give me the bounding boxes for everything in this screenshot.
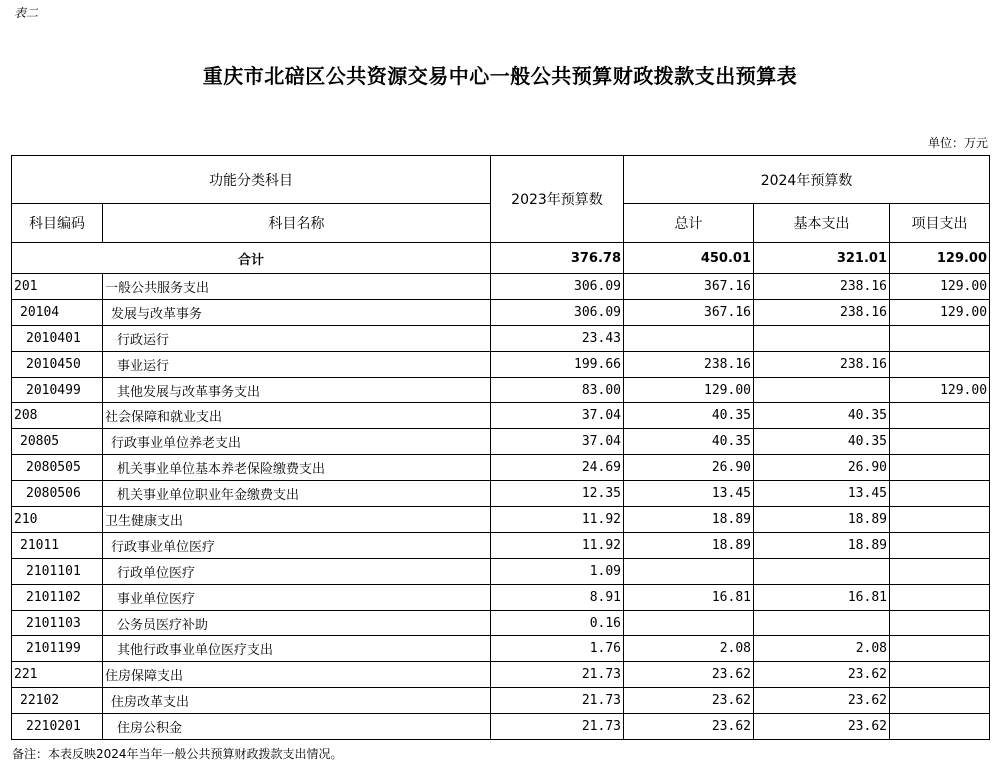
row-name: 住房改革支出 [103,688,491,714]
total-basic: 321.01 [754,243,890,274]
row-basic: 2.08 [754,636,890,662]
table-row [12,325,990,351]
row-basic [754,325,890,351]
table-row [12,351,990,377]
row-basic: 23.62 [754,688,890,714]
table-row [12,558,990,584]
row-total: 367.16 [624,274,754,300]
row-name: 行政单位医疗 [103,558,491,584]
table-body [12,274,990,740]
row-name: 行政事业单位养老支出 [103,429,491,455]
row-basic: 26.90 [754,455,890,481]
total-project: 129.00 [890,243,990,274]
row-code: 2101101 [12,558,103,584]
table-row [12,688,990,714]
total-total: 450.01 [624,243,754,274]
table-row [12,377,990,403]
row-basic: 238.16 [754,351,890,377]
row-code: 2210201 [12,714,103,740]
table-row [12,584,990,610]
row-b2023: 0.16 [491,610,624,636]
row-basic: 40.35 [754,429,890,455]
row-name: 行政运行 [103,325,491,351]
row-code: 2010450 [12,351,103,377]
row-project [890,714,990,740]
row-name: 公务员医疗补助 [103,610,491,636]
row-project: 129.00 [890,377,990,403]
row-project [890,532,990,558]
row-project [890,584,990,610]
total-row [12,243,990,274]
budget-table [11,155,990,740]
row-b2023: 199.66 [491,351,624,377]
row-project: 129.00 [890,274,990,300]
row-project [890,636,990,662]
row-b2023: 12.35 [491,481,624,507]
row-total: 40.35 [624,403,754,429]
row-basic: 40.35 [754,403,890,429]
row-total: 16.81 [624,584,754,610]
row-project [890,481,990,507]
row-code: 210 [12,507,103,533]
row-name: 机关事业单位职业年金缴费支出 [103,481,491,507]
row-code: 2080505 [12,455,103,481]
row-basic: 13.45 [754,481,890,507]
row-name: 事业单位医疗 [103,584,491,610]
row-basic: 238.16 [754,274,890,300]
row-code: 22102 [12,688,103,714]
row-total: 26.90 [624,455,754,481]
table-row [12,481,990,507]
row-project [890,455,990,481]
table-row [12,532,990,558]
header-budget-2023: 2023年预算数 [491,156,624,243]
row-code: 2010499 [12,377,103,403]
row-basic: 23.62 [754,662,890,688]
row-total: 23.62 [624,714,754,740]
row-b2023: 21.73 [491,714,624,740]
total-b2023: 376.78 [491,243,624,274]
row-project: 129.00 [890,299,990,325]
row-project [890,610,990,636]
table-row [12,507,990,533]
table-row [12,610,990,636]
row-total [624,610,754,636]
row-project [890,351,990,377]
row-b2023: 37.04 [491,403,624,429]
row-basic [754,558,890,584]
row-b2023: 83.00 [491,377,624,403]
header-function-category: 功能分类科目 [12,156,491,204]
table-row [12,299,990,325]
footnote: 备注：本表反映2024年当年一般公共预算财政拨款支出情况。 [12,747,343,761]
row-basic: 18.89 [754,507,890,533]
row-total: 23.62 [624,662,754,688]
total-label: 合计 [12,243,491,274]
row-total: 23.62 [624,688,754,714]
row-name: 发展与改革事务 [103,299,491,325]
row-code: 201 [12,274,103,300]
row-code: 2101199 [12,636,103,662]
row-total [624,325,754,351]
row-basic: 238.16 [754,299,890,325]
row-b2023: 1.09 [491,558,624,584]
row-b2023: 306.09 [491,299,624,325]
row-name: 其他发展与改革事务支出 [103,377,491,403]
table-row [12,662,990,688]
row-basic: 23.62 [754,714,890,740]
row-project [890,403,990,429]
row-code: 20104 [12,299,103,325]
row-code: 208 [12,403,103,429]
row-total: 2.08 [624,636,754,662]
row-code: 221 [12,662,103,688]
table-row [12,714,990,740]
row-basic [754,610,890,636]
row-total: 13.45 [624,481,754,507]
table-row [12,455,990,481]
row-total: 18.89 [624,507,754,533]
row-name: 其他行政事业单位医疗支出 [103,636,491,662]
row-code: 2010401 [12,325,103,351]
table-number-label: 表二 [14,6,39,20]
row-basic [754,377,890,403]
row-b2023: 37.04 [491,429,624,455]
row-project [890,688,990,714]
table-row [12,274,990,300]
row-b2023: 8.91 [491,584,624,610]
header-budget-2024: 2024年预算数 [624,156,990,204]
row-name: 一般公共服务支出 [103,274,491,300]
row-total [624,558,754,584]
header-basic: 基本支出 [754,204,890,243]
row-project [890,325,990,351]
header-project: 项目支出 [890,204,990,243]
row-total: 238.16 [624,351,754,377]
row-basic: 16.81 [754,584,890,610]
row-project [890,662,990,688]
header-code: 科目编码 [12,204,103,243]
row-total: 367.16 [624,299,754,325]
row-b2023: 11.92 [491,532,624,558]
row-basic: 18.89 [754,532,890,558]
table-row [12,403,990,429]
table-row [12,636,990,662]
row-name: 事业运行 [103,351,491,377]
row-code: 21011 [12,532,103,558]
row-total: 18.89 [624,532,754,558]
row-name: 行政事业单位医疗 [103,532,491,558]
row-project [890,429,990,455]
row-b2023: 306.09 [491,274,624,300]
row-b2023: 21.73 [491,662,624,688]
row-code: 20805 [12,429,103,455]
row-code: 2101103 [12,610,103,636]
page-title: 重庆市北碚区公共资源交易中心一般公共预算财政拨款支出预算表 [202,64,798,88]
row-b2023: 1.76 [491,636,624,662]
row-name: 卫生健康支出 [103,507,491,533]
row-b2023: 23.43 [491,325,624,351]
row-name: 住房公积金 [103,714,491,740]
row-name: 机关事业单位基本养老保险缴费支出 [103,455,491,481]
table-row [12,429,990,455]
row-b2023: 21.73 [491,688,624,714]
unit-label: 单位：万元 [927,136,988,150]
header-total: 总计 [624,204,754,243]
row-total: 40.35 [624,429,754,455]
row-name: 社会保障和就业支出 [103,403,491,429]
row-project [890,507,990,533]
row-code: 2101102 [12,584,103,610]
row-project [890,558,990,584]
row-total: 129.00 [624,377,754,403]
row-code: 2080506 [12,481,103,507]
row-b2023: 24.69 [491,455,624,481]
header-name: 科目名称 [103,204,491,243]
row-b2023: 11.92 [491,507,624,533]
row-name: 住房保障支出 [103,662,491,688]
